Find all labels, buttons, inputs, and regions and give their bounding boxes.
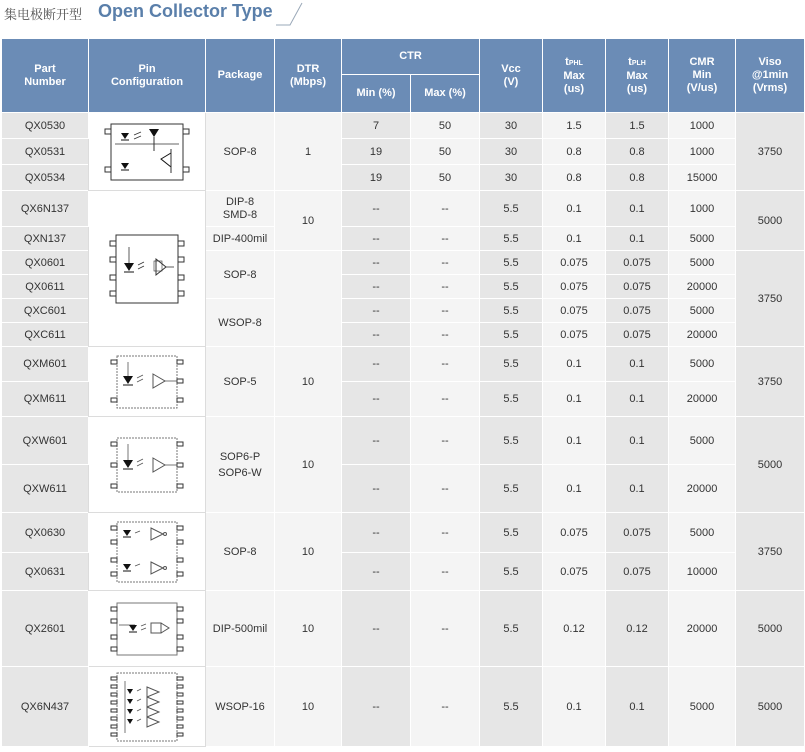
cell-part: QX0630 <box>2 513 89 553</box>
cell-cmr: 20000 <box>669 382 736 417</box>
cell-vcc: 5.5 <box>480 227 543 251</box>
pin-diagram-cell <box>89 591 206 667</box>
cell-tphl: 0.1 <box>543 227 606 251</box>
product-table-container <box>1 38 804 747</box>
cell-dtr: 10 <box>275 667 342 747</box>
dip500-optocoupler-icon <box>105 595 189 663</box>
header-tphl-unit: Max (us) <box>563 69 585 95</box>
cell-ctr-min: -- <box>342 465 411 513</box>
cell-tphl: 0.075 <box>543 275 606 299</box>
dual-channel-optocoupler-icon <box>105 516 189 588</box>
cell-vcc: 5.5 <box>480 667 543 747</box>
cell-ctr-max: -- <box>411 275 480 299</box>
header-ctr-min: Min (%) <box>342 75 411 113</box>
cell-package: SOP-8 <box>206 251 275 299</box>
cell-ctr-min: -- <box>342 191 411 227</box>
cell-ctr-max: 50 <box>411 165 480 191</box>
cell-ctr-min: -- <box>342 513 411 553</box>
cell-ctr-max: -- <box>411 465 480 513</box>
table-row <box>2 191 805 227</box>
cell-cmr: 5000 <box>669 227 736 251</box>
cell-tplh: 0.1 <box>606 382 669 417</box>
cell-ctr-min: -- <box>342 251 411 275</box>
table-row <box>2 667 805 747</box>
page-header <box>0 0 805 26</box>
cell-tplh: 0.075 <box>606 553 669 591</box>
cell-tphl: 0.1 <box>543 347 606 382</box>
cell-part: QXW601 <box>2 417 89 465</box>
cell-ctr-min: -- <box>342 347 411 382</box>
title-english: Open Collector Type <box>98 1 273 21</box>
cell-package: SOP-8 <box>206 513 275 591</box>
cell-part: QXM601 <box>2 347 89 382</box>
cell-ctr-min: 19 <box>342 139 411 165</box>
cell-tphl: 1.5 <box>543 113 606 139</box>
pin-diagram-cell <box>89 513 206 591</box>
cell-tphl: 0.075 <box>543 513 606 553</box>
logic-gate-optocoupler-icon <box>104 227 190 311</box>
cell-dtr: 10 <box>275 513 342 591</box>
sop5-optocoupler-icon <box>105 350 189 414</box>
cell-vcc: 5.5 <box>480 417 543 465</box>
cell-part: QX6N437 <box>2 667 89 747</box>
cell-cmr: 15000 <box>669 165 736 191</box>
sop6-optocoupler-icon <box>105 430 189 500</box>
cell-tphl: 0.075 <box>543 299 606 323</box>
cell-vcc: 5.5 <box>480 299 543 323</box>
cell-ctr-min: -- <box>342 667 411 747</box>
cell-ctr-min: -- <box>342 227 411 251</box>
cell-dtr: 1 <box>275 113 342 191</box>
cell-tplh: 0.8 <box>606 165 669 191</box>
cell-vcc: 5.5 <box>480 347 543 382</box>
cell-part: QXC611 <box>2 323 89 347</box>
cell-cmr: 5000 <box>669 299 736 323</box>
cell-ctr-max: -- <box>411 227 480 251</box>
cell-tplh: 0.1 <box>606 347 669 382</box>
cell-cmr: 5000 <box>669 251 736 275</box>
table-row <box>2 513 805 553</box>
cell-ctr-min: -- <box>342 382 411 417</box>
cell-viso: 5000 <box>736 191 805 251</box>
cell-cmr: 1000 <box>669 191 736 227</box>
cell-tplh: 0.1 <box>606 667 669 747</box>
cell-tphl: 0.075 <box>543 251 606 275</box>
cell-part: QX0611 <box>2 275 89 299</box>
cell-ctr-min: -- <box>342 417 411 465</box>
cell-cmr: 1000 <box>669 113 736 139</box>
cell-viso: 3750 <box>736 251 805 347</box>
cell-cmr: 20000 <box>669 323 736 347</box>
cell-part: QX0531 <box>2 139 89 165</box>
pin-diagram-cell <box>89 113 206 191</box>
cell-part: QX0601 <box>2 251 89 275</box>
cell-ctr-max: -- <box>411 417 480 465</box>
cell-tplh: 0.075 <box>606 275 669 299</box>
cell-tphl: 0.12 <box>543 591 606 667</box>
cell-ctr-min: -- <box>342 299 411 323</box>
cell-cmr: 5000 <box>669 513 736 553</box>
cell-part: QX0534 <box>2 165 89 191</box>
cell-part: QXC601 <box>2 299 89 323</box>
cell-viso: 3750 <box>736 113 805 191</box>
pin-diagram-cell <box>89 417 206 513</box>
header-tphl-sub: PHL <box>568 59 583 67</box>
cell-viso: 3750 <box>736 513 805 591</box>
cell-tphl: 0.8 <box>543 139 606 165</box>
cell-vcc: 5.5 <box>480 191 543 227</box>
cell-vcc: 5.5 <box>480 591 543 667</box>
cell-vcc: 5.5 <box>480 251 543 275</box>
table-row <box>2 347 805 382</box>
cell-tplh: 0.1 <box>606 417 669 465</box>
cell-vcc: 30 <box>480 139 543 165</box>
cell-tplh: 0.075 <box>606 323 669 347</box>
cell-tplh: 0.12 <box>606 591 669 667</box>
cell-part: QX0631 <box>2 553 89 591</box>
cell-viso: 5000 <box>736 667 805 747</box>
cell-vcc: 5.5 <box>480 465 543 513</box>
pin-diagram-cell <box>89 191 206 347</box>
cell-tplh: 0.1 <box>606 227 669 251</box>
cell-tplh: 0.075 <box>606 513 669 553</box>
cell-tphl: 0.075 <box>543 553 606 591</box>
header-tplh <box>606 39 669 113</box>
cell-ctr-max: -- <box>411 323 480 347</box>
cell-tphl: 0.075 <box>543 323 606 347</box>
cell-cmr: 1000 <box>669 139 736 165</box>
header-ctr: CTR <box>342 39 480 75</box>
transistor-optocoupler-icon <box>101 119 193 185</box>
cell-tphl: 0.1 <box>543 465 606 513</box>
cell-vcc: 5.5 <box>480 275 543 299</box>
cell-dtr-empty <box>275 251 342 347</box>
title-slash-decoration <box>276 0 306 26</box>
cell-package: SOP-8 <box>206 113 275 191</box>
cell-vcc: 30 <box>480 165 543 191</box>
cell-part: QX6N137 <box>2 191 89 227</box>
header-tplh-t: t <box>628 55 632 68</box>
cell-ctr-max: -- <box>411 667 480 747</box>
cell-ctr-max: -- <box>411 347 480 382</box>
cell-package: SOP6-P SOP6-W <box>206 417 275 513</box>
header-pin-configuration: Pin Configuration <box>89 39 206 113</box>
cell-ctr-max: -- <box>411 382 480 417</box>
cell-dtr: 10 <box>275 591 342 667</box>
cell-vcc: 5.5 <box>480 323 543 347</box>
header-cmr: CMR Min (V/us) <box>669 39 736 113</box>
cell-cmr: 5000 <box>669 417 736 465</box>
cell-tplh: 0.075 <box>606 299 669 323</box>
cell-vcc: 30 <box>480 113 543 139</box>
cell-dtr: 10 <box>275 191 342 251</box>
cell-cmr: 5000 <box>669 347 736 382</box>
header-vcc: Vcc (V) <box>480 39 543 113</box>
cell-ctr-min: -- <box>342 275 411 299</box>
header-tphl <box>543 39 606 113</box>
pin-diagram-cell <box>89 667 206 747</box>
cell-package: WSOP-16 <box>206 667 275 747</box>
cell-viso: 3750 <box>736 347 805 417</box>
header-dtr: DTR (Mbps) <box>275 39 342 113</box>
cell-vcc: 5.5 <box>480 553 543 591</box>
title-chinese: 集电极断开型 <box>4 8 83 23</box>
pin-diagram-cell <box>89 347 206 417</box>
cell-package: WSOP-8 <box>206 299 275 347</box>
table-row <box>2 417 805 465</box>
cell-vcc: 5.5 <box>480 513 543 553</box>
cell-tplh: 1.5 <box>606 113 669 139</box>
cell-package: DIP-500mil <box>206 591 275 667</box>
cell-cmr: 5000 <box>669 667 736 747</box>
product-table <box>1 38 805 747</box>
quad-channel-optocoupler-icon <box>105 669 189 745</box>
cell-part: QX2601 <box>2 591 89 667</box>
table-row <box>2 113 805 139</box>
cell-ctr-min: 7 <box>342 113 411 139</box>
cell-ctr-max: -- <box>411 513 480 553</box>
cell-ctr-min: -- <box>342 553 411 591</box>
header-tplh-unit: Max (us) <box>626 69 648 95</box>
cell-tphl: 0.1 <box>543 191 606 227</box>
table-row <box>2 591 805 667</box>
header-tplh-sub: PLH <box>631 59 646 67</box>
cell-tphl: 0.1 <box>543 667 606 747</box>
header-package: Package <box>206 39 275 113</box>
cell-cmr: 10000 <box>669 553 736 591</box>
cell-cmr: 20000 <box>669 275 736 299</box>
cell-ctr-max: -- <box>411 191 480 227</box>
cell-part: QXW611 <box>2 465 89 513</box>
cell-package: DIP-8 SMD-8 <box>206 191 275 227</box>
cell-ctr-min: 19 <box>342 165 411 191</box>
cell-ctr-min: -- <box>342 591 411 667</box>
cell-ctr-max: 50 <box>411 113 480 139</box>
cell-dtr: 10 <box>275 347 342 417</box>
cell-cmr: 20000 <box>669 591 736 667</box>
cell-tphl: 0.1 <box>543 417 606 465</box>
cell-tphl: 0.8 <box>543 165 606 191</box>
cell-part: QX0530 <box>2 113 89 139</box>
cell-part: QXM611 <box>2 382 89 417</box>
header-ctr-max: Max (%) <box>411 75 480 113</box>
header-viso: Viso @1min (Vrms) <box>736 39 805 113</box>
header-tphl-t: t <box>565 55 569 68</box>
cell-viso: 5000 <box>736 417 805 513</box>
header-part-number: Part Number <box>2 39 89 113</box>
cell-tplh: 0.8 <box>606 139 669 165</box>
cell-tplh: 0.075 <box>606 251 669 275</box>
cell-tphl: 0.1 <box>543 382 606 417</box>
cell-package: DIP-400mil <box>206 227 275 251</box>
cell-dtr: 10 <box>275 417 342 513</box>
cell-vcc: 5.5 <box>480 382 543 417</box>
cell-ctr-min: -- <box>342 323 411 347</box>
cell-ctr-max: -- <box>411 299 480 323</box>
cell-tplh: 0.1 <box>606 465 669 513</box>
cell-ctr-max: 50 <box>411 139 480 165</box>
cell-tplh: 0.1 <box>606 191 669 227</box>
cell-ctr-max: -- <box>411 591 480 667</box>
cell-ctr-max: -- <box>411 251 480 275</box>
cell-package: SOP-5 <box>206 347 275 417</box>
cell-cmr: 20000 <box>669 465 736 513</box>
cell-ctr-max: -- <box>411 553 480 591</box>
cell-viso: 5000 <box>736 591 805 667</box>
cell-part: QXN137 <box>2 227 89 251</box>
